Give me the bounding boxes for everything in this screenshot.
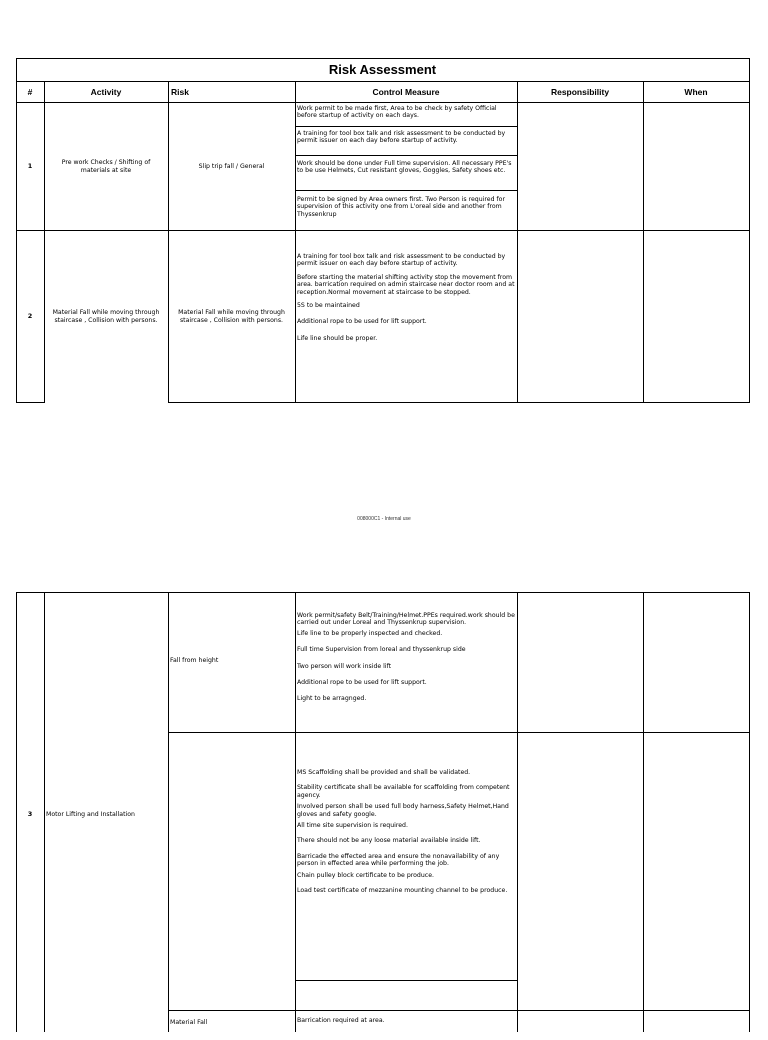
grid-line: [295, 190, 517, 191]
grid-line: [16, 230, 750, 231]
row3a-control-2: Life line to be properly inspected and checked.: [297, 629, 443, 637]
row3-controls-a: [297, 612, 515, 730]
grid-line: [168, 732, 750, 733]
grid-line: [168, 402, 750, 403]
row3-risk-a: Fall from height: [170, 657, 219, 665]
header-num: #: [27, 86, 33, 97]
row3b-control-4: All time site supervision is required.: [297, 822, 408, 830]
row1-control-2: A training for tool box talk and risk assessment to be conducted by permit issuer on each day before startup of activity.: [297, 130, 506, 145]
row3b-control-6: Barricade the effected area and ensure the nonavailability of any person in effected area while performing the job.: [297, 852, 500, 868]
row3a-control-1: Work permit/safety Belt/Training/Helmet.PPEs required.work should be carried out under Loreal and Thyssenkrup supervision.: [297, 612, 515, 627]
grid-line: [44, 81, 45, 403]
row3b-control-7: Chain pulley block certificate to be produce.: [297, 871, 434, 879]
row1-control-4: Permit to be signed by Area owners first. Two Person is required for supervision of this activity one from L'oreal side and another from Thyssenkrup: [297, 196, 505, 218]
row3a-control-6: Light to be arragnged.: [297, 695, 367, 703]
grid-line: [295, 81, 296, 403]
row3c-control-1: Barrication required at area.: [297, 1017, 385, 1024]
row2-control-4: Additional rope to be used for lift support.: [297, 318, 427, 326]
grid-line: [749, 58, 750, 403]
grid-line: [295, 592, 296, 1032]
row2-control-2: Before starting the material shifting activity stop the movement from area. barrication required on admin staircase near doctor room and at reception.Normal movement at staircase to be stopped.: [297, 273, 515, 296]
row2-control-3: 5S to be maintained: [297, 302, 360, 310]
row2-activity: Material Fall while moving through staircase , Collision with persons.: [52, 309, 160, 324]
grid-line: [16, 58, 750, 59]
grid-line: [168, 592, 169, 1032]
grid-line: [168, 1010, 750, 1011]
grid-line: [16, 592, 17, 1032]
row3b-control-5: There should not be any loose material available inside lift.: [297, 837, 481, 845]
grid-line: [517, 81, 518, 403]
row3b-control-8: Load test certificate of mezzanine mounting channel to be produce.: [297, 887, 508, 895]
grid-line: [44, 592, 45, 1032]
row1-control-1: Work permit to be made first, Area to be check by safety Official before startup of activity on each days.: [297, 105, 497, 120]
row3b-control-3: Involved person shall be used full body harness,Safety Helmet,Hand gloves and safety google.: [297, 803, 509, 818]
grid-line: [16, 102, 750, 103]
row3a-control-5: Additional rope to be used for lift support.: [297, 679, 427, 687]
header-responsibility: Responsibility: [550, 86, 610, 97]
grid-line: [643, 81, 644, 403]
grid-line: [16, 402, 44, 403]
header-when: When: [684, 86, 708, 97]
row3-controls-b: [297, 769, 515, 979]
page-footer: 008000C1 - Internal use: [357, 516, 411, 522]
grid-line: [295, 980, 517, 981]
row3b-control-1: MS Scaffolding shall be provided and shall be validated.: [297, 769, 471, 776]
row1-activity: Pre work Checks / Shifting of materials at site: [61, 159, 151, 174]
row3-activity: Motor Lifting and Installation: [46, 811, 135, 819]
row2-control-1: A training for tool box talk and risk assessment to be conducted by permit issuer on each day before startup of activity.: [297, 253, 506, 268]
grid-line: [517, 592, 518, 1032]
grid-line: [749, 592, 750, 1032]
row2-number: 2: [27, 311, 33, 320]
row3a-control-4: Two person will work inside lift: [297, 662, 392, 670]
header-control-measure: Control Measure: [372, 86, 440, 97]
grid-line: [295, 155, 517, 156]
row2-control-5: Life line should be proper.: [297, 334, 378, 342]
row3a-control-3: Full time Supervision from loreal and thyssenkrup side: [297, 646, 466, 654]
risk-assessment-table: [0, 0, 768, 410]
grid-line: [643, 592, 644, 1032]
header-risk: Risk: [171, 86, 189, 97]
row3-risk-c: Material Fall: [170, 1019, 208, 1026]
grid-line: [16, 592, 750, 593]
grid-line: [16, 81, 750, 82]
grid-line: [168, 81, 169, 403]
row2-controls: [297, 253, 515, 393]
risk-assessment-table-continued: [0, 590, 768, 1024]
grid-line: [295, 126, 517, 127]
row1-risk: Slip trip fall / General: [198, 162, 265, 170]
row3b-control-2: Stability certificate shall be available for scaffolding from competent agency.: [297, 784, 510, 799]
grid-line: [16, 58, 17, 403]
row1-number: 1: [27, 161, 33, 170]
row1-control-3: Work should be done under Full time supervision. All necessary PPE's to be use Helmets, Cut resistant gloves, Goggles, Safety shoes etc.: [297, 160, 512, 175]
table-title: Risk Assessment: [328, 62, 437, 77]
header-activity: Activity: [90, 86, 122, 97]
row3-number: 3: [27, 810, 33, 819]
row2-risk: Material Fall while moving through staircase , Collision with persons.: [178, 309, 285, 324]
